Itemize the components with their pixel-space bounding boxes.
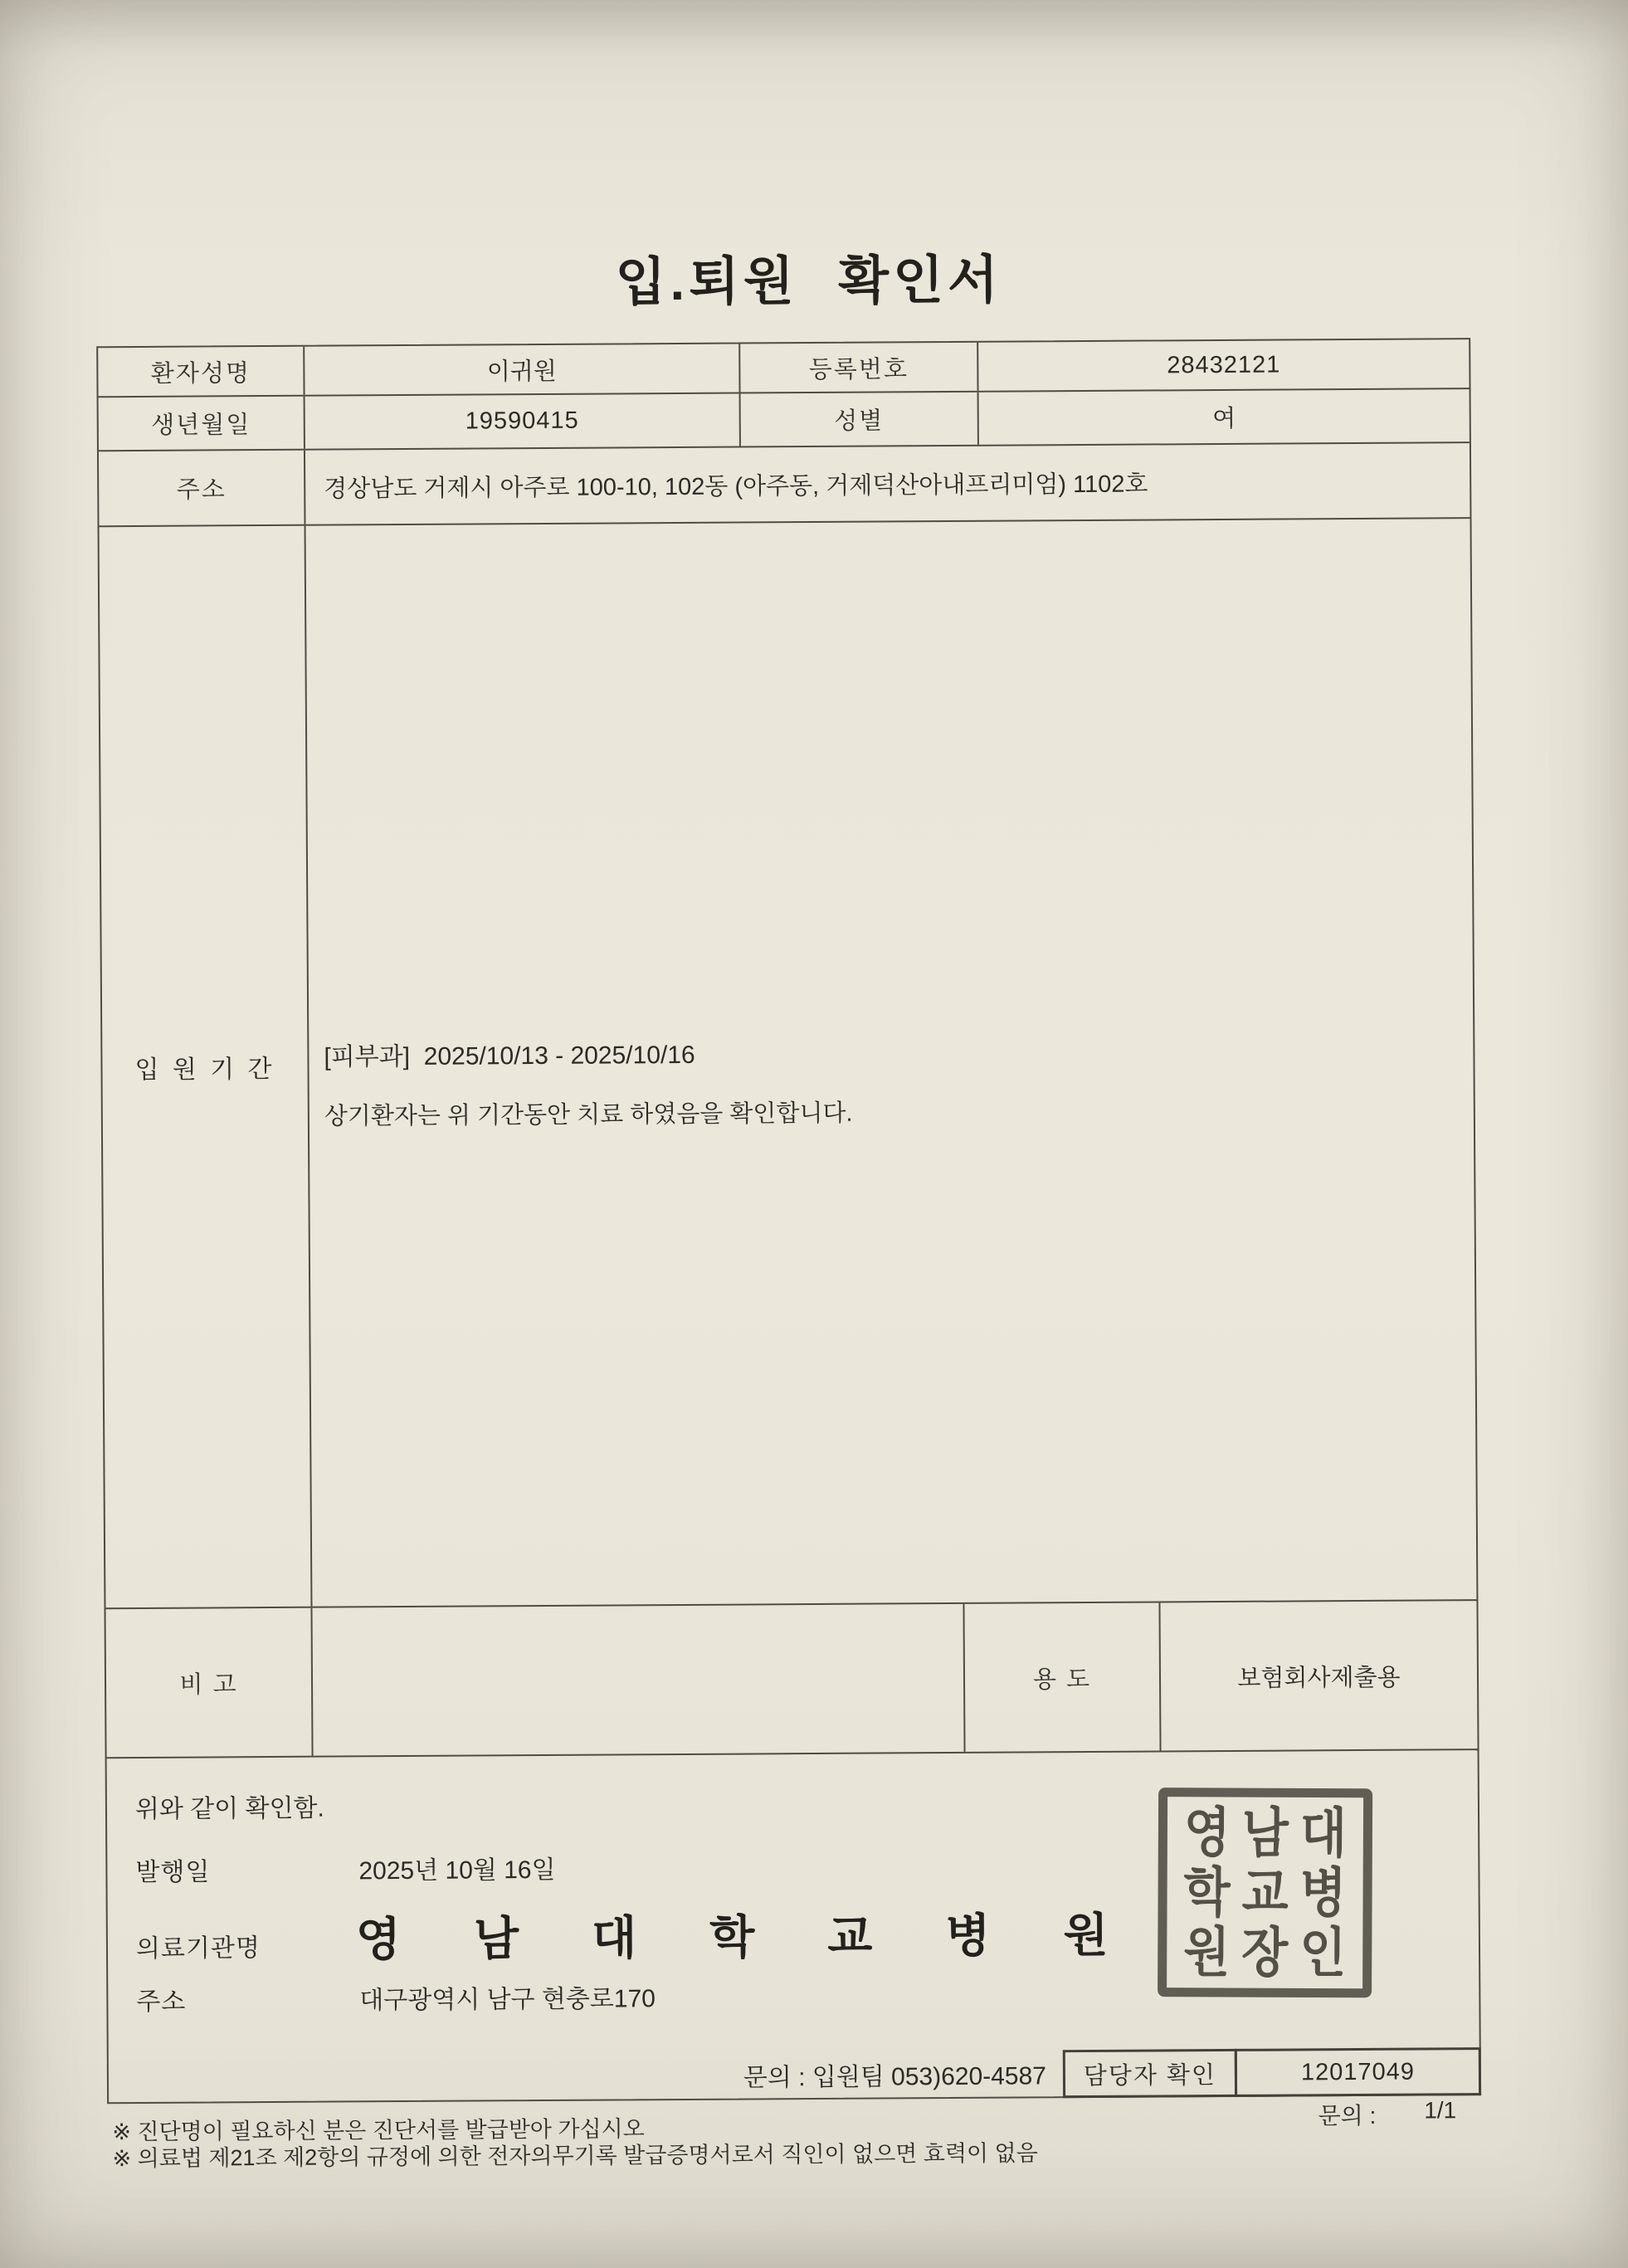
issue-date-line: [135, 1849, 555, 1888]
hospital-name: 영남대학교병원: [355, 1908, 1182, 1966]
table-footer-section: [107, 1750, 1479, 2102]
patient-name-label: 환자성명: [98, 347, 305, 397]
admission-label: 입 원 기 간: [100, 526, 313, 1607]
seal-row-2: 학교병: [1183, 1861, 1358, 1925]
remarks-value: [312, 1604, 965, 1756]
birth-value: 19590415: [305, 394, 741, 449]
manager-confirm-label: 담당자 확인: [1063, 2049, 1237, 2098]
org-address-value: 대구광역시 남구 현충로170: [359, 1985, 656, 2015]
address-value: 경상남도 거제시 아주로 100-10, 102동 (아주동, 거제덕산아내프리미엄) 1102호: [324, 471, 1148, 503]
medical-org-line: [136, 1898, 1182, 1971]
table-row-patient: [98, 339, 1469, 398]
contact-info: 문의 : 입원팀 053)620-4587: [743, 2062, 1047, 2092]
certificate-table: [96, 338, 1481, 2104]
address-label: 주소: [99, 451, 306, 526]
org-address-label: 주소: [136, 1988, 187, 2017]
page-indicator-value: 1/1: [1424, 2097, 1457, 2124]
org-address-line: [136, 1978, 656, 2017]
document-title: 입.퇴원 확인서: [615, 251, 1003, 312]
seal-row-1: 영남대: [1183, 1801, 1359, 1866]
seal-row-3: 원장인: [1183, 1920, 1358, 1985]
regno-label: 등록번호: [740, 343, 978, 393]
patient-name-value: 이귀원: [305, 344, 740, 395]
sex-label: 성별: [741, 393, 979, 446]
table-row-remarks: [105, 1601, 1477, 1758]
confirmation-note: 위와 같이 확인함.: [134, 1794, 324, 1824]
issue-date-value: 2025년 10월 16일: [358, 1856, 556, 1885]
table-row-admission: [100, 519, 1477, 1609]
manager-confirm-value: 12017049: [1235, 2047, 1481, 2097]
table-row-address: [99, 443, 1470, 527]
manager-confirm-box: [1063, 2047, 1481, 2098]
regno-value: 28432121: [1167, 351, 1281, 378]
usage-label: 용 도: [964, 1602, 1161, 1751]
footnote-2: ※ 의료법 제21조 제2항의 규정에 의한 전자의무기록 발급증명서로서 직인이 없으면 효력이 없음: [112, 2140, 1038, 2172]
hospital-seal-stamp: [1158, 1788, 1372, 1997]
page-indicator-label: 문의 :: [1318, 2102, 1377, 2129]
footnote-1: ※ 진단명이 필요하신 분은 진단서를 발급받아 가십시오: [112, 2116, 645, 2145]
admission-period: [피부과] 2025/10/13 - 2025/10/16: [324, 1041, 695, 1071]
sex-value: 여: [1212, 405, 1236, 433]
birth-label: 생년월일: [99, 397, 305, 451]
admission-confirm-sentence: 상기환자는 위 기간동안 치료 하였음을 확인합니다.: [324, 1100, 853, 1130]
issue-date-label: 발행일: [135, 1858, 211, 1887]
usage-value: 보험회사제출용: [1237, 1664, 1401, 1692]
admission-content: [306, 519, 1477, 1607]
page-indicator: [1318, 2097, 1457, 2131]
footnotes: [112, 2113, 1038, 2172]
remarks-label: 비 고: [105, 1608, 313, 1758]
table-row-birth: [99, 389, 1470, 451]
medical-org-label: 의료기관명: [135, 1934, 261, 1963]
